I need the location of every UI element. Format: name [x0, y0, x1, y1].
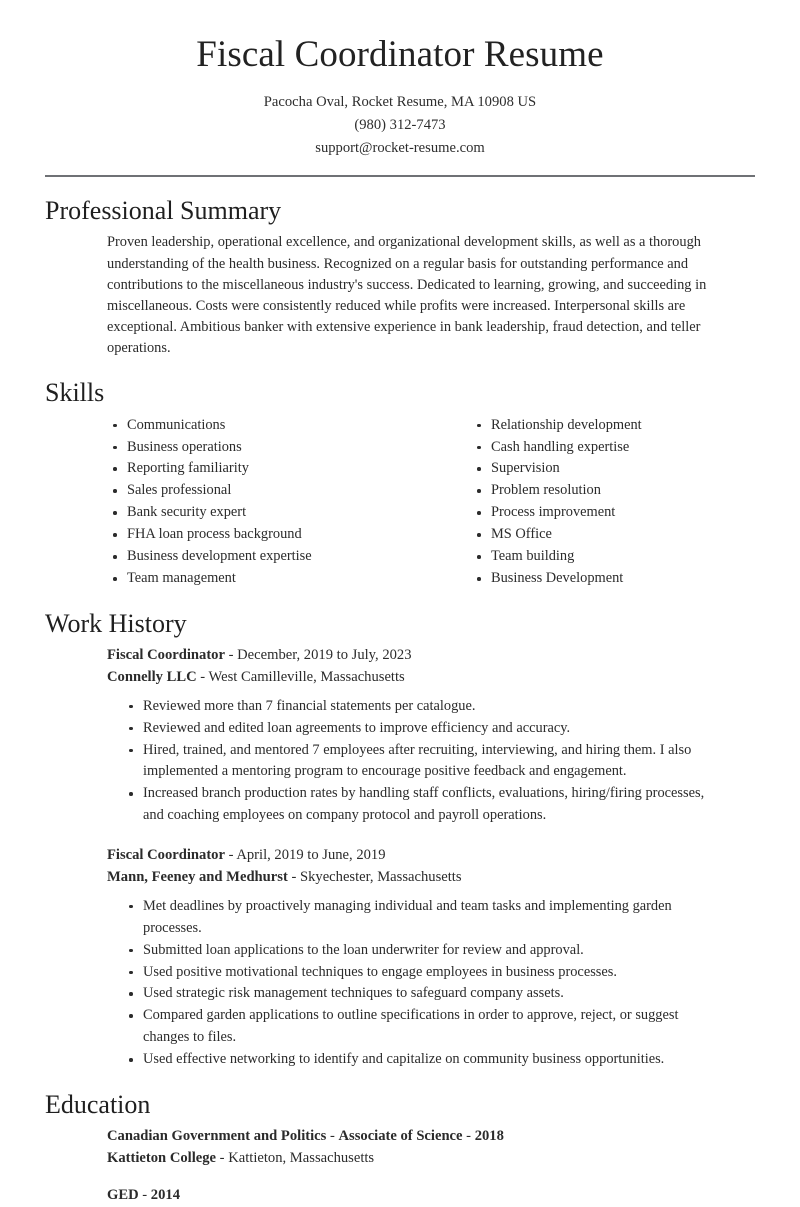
- job-separator: -: [287, 869, 300, 885]
- header-divider: [45, 175, 755, 177]
- education-location: Kattieton, Massachusetts: [228, 1150, 375, 1167]
- list-item: Hired, trained, and mentored 7 employees after recruiting, interviewing, and hiring them. I also implemented a mentoring program to encourage positive feedback and engagement.: [129, 740, 755, 784]
- list-item: Supervision: [477, 458, 735, 480]
- education-entry: [107, 1185, 755, 1207]
- list-item: Problem resolution: [477, 480, 735, 502]
- section-skills: [0, 377, 800, 589]
- job-separator: -: [224, 847, 237, 864]
- job-company: Mann, Feeney and Medhurst: [107, 869, 288, 885]
- contact-email: support@rocket-resume.com: [315, 139, 485, 156]
- section-heading-education: Education: [45, 1090, 151, 1120]
- section-education: [0, 1089, 800, 1207]
- education-separator: -: [462, 1128, 475, 1145]
- job-company-line: [107, 667, 755, 689]
- education-year: 2014: [150, 1186, 180, 1203]
- list-item: Relationship development: [477, 415, 735, 437]
- job-title: Fiscal Coordinator: [107, 646, 225, 663]
- education-degree: Associate of Science: [338, 1128, 463, 1145]
- education-year: 2018: [474, 1128, 504, 1145]
- list-item: MS Office: [477, 524, 735, 546]
- list-item: Business operations: [113, 437, 413, 459]
- work-history-body: [45, 645, 755, 1071]
- list-item: Submitted loan applications to the loan underwriter for review and approval.: [129, 940, 755, 962]
- education-separator: -: [326, 1128, 339, 1145]
- education-separator: -: [138, 1186, 151, 1203]
- list-item: Process improvement: [477, 502, 735, 524]
- job-company-line: [107, 867, 755, 889]
- job-bullet-list: [107, 896, 755, 1071]
- job-dates: December, 2019 to July, 2023: [237, 646, 412, 663]
- list-item: Reporting familiarity: [113, 458, 413, 480]
- list-item: Business development expertise: [113, 546, 413, 568]
- education-separator: -: [216, 1150, 229, 1167]
- skills-columns: [45, 415, 755, 590]
- education-program-line: [107, 1126, 755, 1148]
- list-item: Reviewed more than 7 financial statements per catalogue.: [129, 696, 755, 718]
- list-item: Business Development: [477, 568, 735, 590]
- list-item: Bank security expert: [113, 502, 413, 524]
- skills-column-right: [413, 415, 735, 590]
- education-program: GED: [107, 1186, 139, 1203]
- job-title-line: [107, 645, 755, 667]
- list-item: Used positive motivational techniques to engage employees in business processes.: [129, 962, 755, 984]
- job-title: Fiscal Coordinator: [107, 847, 225, 864]
- section-work-history: [0, 608, 800, 1071]
- list-item: Increased branch production rates by handling staff conflicts, evaluations, hiring/firing processes, and coaching employees on company protocol and payroll operations.: [129, 783, 755, 827]
- education-school: Kattieton College: [107, 1150, 217, 1167]
- contact-address: Pacocha Oval, Rocket Resume, MA 10908 US: [263, 94, 537, 111]
- section-heading-work-history: Work History: [45, 608, 187, 638]
- job-bullet-list: [107, 696, 755, 827]
- job-separator: -: [196, 668, 209, 685]
- list-item: Cash handling expertise: [477, 437, 735, 459]
- work-history-entry: [107, 845, 755, 1071]
- professional-summary-text: Proven leadership, operational excellence, and organizational development skills, as well as a thorough understanding of the health business. Recognized on a regular basis for outstanding performance and contributions to the miscellaneous industry's success. Dedicated to learning, growing, and succeeding in miscellaneous. Costs were consistently reduced while profits were increased. Interpersonal skills are exceptional. Ambitious banker with extensive experience in bank leadership, fraud detection, and teller operations.: [107, 234, 707, 357]
- section-heading-skills: Skills: [45, 378, 105, 408]
- job-title-line: [107, 845, 755, 867]
- list-item: Used strategic risk management techniques to safeguard company assets.: [129, 983, 755, 1005]
- section-professional-summary: [0, 195, 800, 359]
- education-body: [45, 1126, 755, 1207]
- work-history-entry: [107, 645, 755, 827]
- list-item: Team building: [477, 546, 735, 568]
- skills-list-left: [91, 415, 413, 590]
- page-title: Fiscal Coordinator Resume: [196, 34, 604, 75]
- job-separator: -: [224, 646, 238, 663]
- professional-summary-body: [45, 232, 755, 359]
- list-item: FHA loan process background: [113, 524, 413, 546]
- job-company: Connelly LLC: [107, 668, 197, 685]
- list-item: Sales professional: [113, 480, 413, 502]
- contact-phone: (980) 312-7473: [354, 117, 446, 134]
- list-item: Met deadlines by proactively managing individual and team tasks and implementing garden processes.: [129, 896, 755, 940]
- job-location: West Camilleville, Massachusetts: [208, 668, 405, 685]
- list-item: Compared garden applications to outline specifications in order to approve, reject, or suggest changes to files.: [129, 1005, 755, 1049]
- job-location: Skyechester, Massachusetts: [299, 869, 462, 885]
- job-dates: April, 2019 to June, 2019: [236, 847, 386, 864]
- list-item: Team management: [113, 568, 413, 590]
- list-item: Used effective networking to identify and capitalize on community business opportunities.: [129, 1049, 755, 1071]
- section-heading-professional-summary: Professional Summary: [45, 196, 282, 226]
- skills-list-right: [455, 415, 735, 590]
- skills-column-left: [91, 415, 413, 590]
- list-item: Reviewed and edited loan agreements to improve efficiency and accuracy.: [129, 718, 755, 740]
- education-entry: [107, 1126, 755, 1170]
- education-program-line: [107, 1185, 755, 1207]
- education-school-line: [107, 1148, 755, 1170]
- education-program: Canadian Government and Politics: [107, 1128, 327, 1145]
- list-item: Communications: [113, 415, 413, 437]
- resume-header: [0, 0, 800, 159]
